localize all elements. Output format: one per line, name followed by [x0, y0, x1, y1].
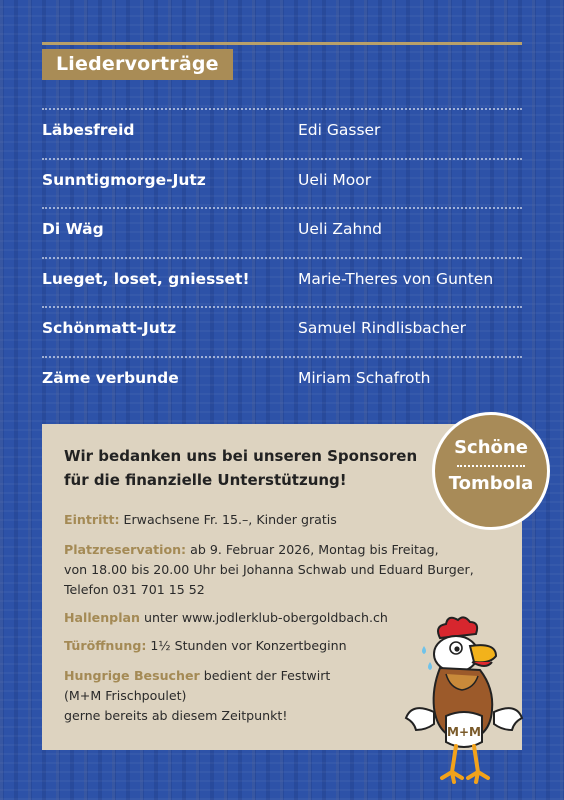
admission-label: Eintritt:: [64, 512, 120, 527]
song-artist: Ueli Moor: [298, 170, 372, 189]
list-item: [42, 306, 522, 356]
list-item: [42, 207, 522, 257]
catering-text: gerne bereits ab diesem Zeitpunkt!: [64, 708, 288, 723]
list-item: [42, 158, 522, 208]
song-artist: Marie-Theres von Gunten: [298, 269, 494, 288]
tombola-badge: [432, 412, 550, 530]
song-artist: Samuel Rindlisbacher: [298, 319, 467, 338]
song-artist: Miriam Schafroth: [298, 368, 431, 387]
thanks-line: Wir bedanken uns bei unseren Sponsoren: [64, 447, 418, 465]
badge-divider: [457, 465, 525, 467]
thanks-line: für die finanzielle Unterstützung!: [64, 471, 347, 489]
rooster-logo-text: M+M: [447, 725, 481, 739]
section-heading: Liedervorträge: [42, 49, 233, 80]
catering-label: Hungrige Besucher: [64, 668, 200, 683]
song-artist: Ueli Zahnd: [298, 220, 383, 239]
song-artist: Edi Gasser: [298, 121, 381, 139]
door-opening-info: [64, 636, 347, 656]
badge-line: Schöne: [454, 437, 528, 458]
list-item: [42, 108, 522, 158]
sponsor-thanks: [64, 444, 424, 492]
catering-text: bedient der Festwirt: [203, 668, 331, 683]
admission-text: Erwachsene Fr. 15.–, Kinder gratis: [123, 512, 337, 527]
catering-text: (M+M Frischpoulet): [64, 688, 187, 703]
song-title: Zäme verbunde: [42, 368, 179, 387]
badge-line: Tombola: [448, 473, 534, 494]
song-title: Läbesfreid: [42, 121, 135, 139]
song-title: Di Wäg: [42, 220, 104, 239]
catering-info: [64, 666, 330, 726]
reservation-info: [64, 540, 474, 600]
song-list: [42, 108, 522, 406]
list-item: [42, 356, 522, 406]
door-opening-text: 1½ Stunden vor Konzertbeginn: [150, 638, 347, 653]
song-title: Sunntigmorge-Jutz: [42, 170, 206, 189]
reservation-phone: Telefon 031 701 15 52: [64, 582, 205, 597]
rooster-mascot-icon: [400, 616, 528, 796]
top-gold-rule: [42, 42, 522, 45]
song-title: Lueget, loset, gniesset!: [42, 269, 250, 288]
song-title: Schönmatt-Jutz: [42, 319, 177, 338]
hall-plan-info: [64, 608, 388, 628]
admission-info: [64, 510, 337, 530]
reservation-text: von 18.00 bis 20.00 Uhr bei Johanna Schwab und Eduard Burger,: [64, 562, 474, 577]
list-item: [42, 257, 522, 307]
hall-plan-label: Hallenplan: [64, 610, 140, 625]
reservation-text: ab 9. Februar 2026, Montag bis Freitag,: [190, 542, 439, 557]
reservation-label: Platzreservation:: [64, 542, 187, 557]
hall-plan-link[interactable]: unter www.jodlerklub-obergoldbach.ch: [144, 610, 388, 625]
door-opening-label: Türöffnung:: [64, 638, 147, 653]
